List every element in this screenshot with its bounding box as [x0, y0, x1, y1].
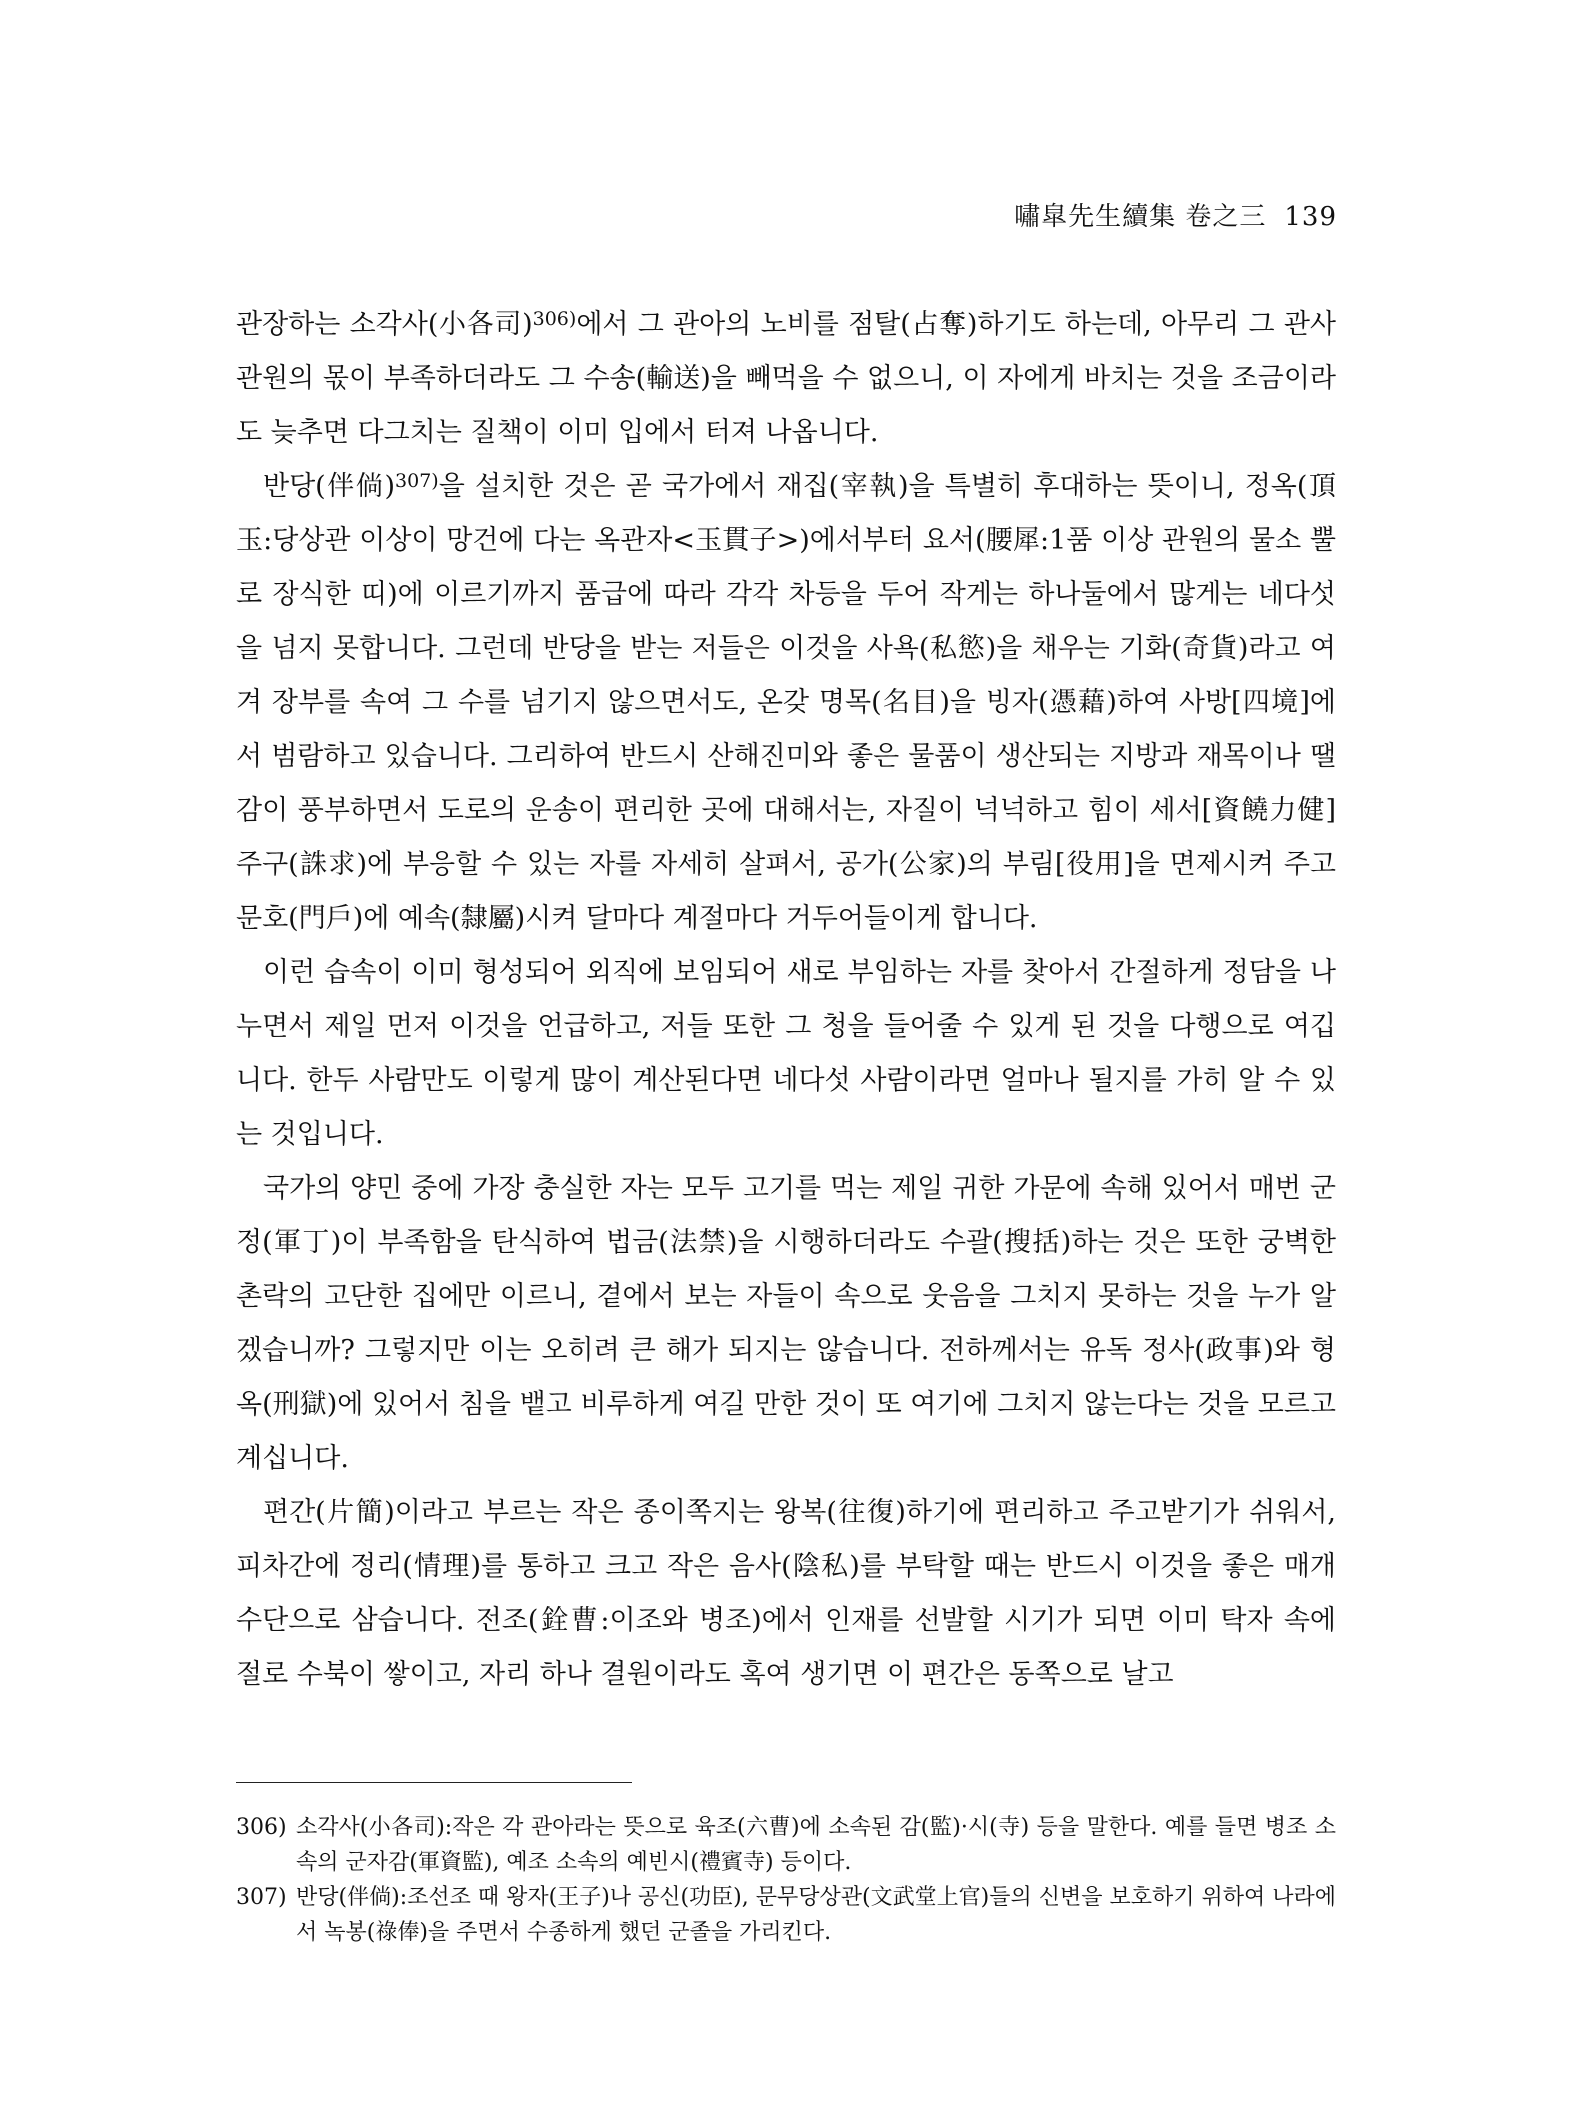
book-title: 嘯皐先生續集 卷之三: [1014, 202, 1267, 232]
paragraph-text: 을 설치한 것은 곧 국가에서 재집(宰執)을 특별히 후대하는 뜻이니, 정옥(頂玉:당상관 이상이 망건에 다는 옥관자<玉貫子>)에서부터 요서(腰犀:1품 이상 관원의 물소 뿔로 장식한 띠)에 이르기까지 품급에 따라 각각 차등을 두어 작게는 하나둘에서 많게는 네다섯을 넘지 못합니다. 그런데 반당을 받는 저들은 이것을 사욕(私慾)을 채우는 기화(奇貨)라고 여겨 장부를 속여 그 수를 넘기지 않으면서도, 온갖 명목(名目)을 빙자(憑藉)하여 사방[四境]에서 범람하고 있습니다. 그리하여 반드시 산해진미와 좋은 물품이 생산되는 지방과 재목이나 땔감이 풍부하면서 도로의 운송이 편리한 곳에 대해서는, 자질이 넉넉하고 힘이 세서[資饒力健] 주구(誅求)에 부응할 수 있는 자를 자세히 살펴서, 공가(公家)의 부림[役用]을 면제시켜 주고 문호(門戶)에 예속(隸屬)시켜 달마다 계절마다 거두어들이게 합니다.: [236, 471, 1336, 934]
paragraph: [236, 298, 1336, 460]
footnote-reference: 307): [395, 470, 439, 492]
footnote-reference: 306): [532, 308, 577, 330]
paragraph: [236, 946, 1336, 1162]
paragraph-text: 국가의 양민 중에 가장 충실한 자는 모두 고기를 먹는 제일 귀한 가문에 속해 있어서 매번 군정(軍丁)이 부족함을 탄식하여 법금(法禁)을 시행하더라도 수괄(搜括)하는 것은 또한 궁벽한 촌락의 고단한 집에만 이르니, 곁에서 보는 자들이 속으로 웃음을 그치지 못하는 것을 누가 알겠습니까? 그렇지만 이는 오히려 큰 해가 되지는 않습니다. 전하께서는 유독 정사(政事)와 형옥(刑獄)에 있어서 침을 뱉고 비루하게 여길 만한 것이 또 여기에 그치지 않는다는 것을 모르고 계십니다.: [236, 1173, 1336, 1474]
paragraph-text: 편간(片簡)이라고 부르는 작은 종이쪽지는 왕복(往復)하기에 편리하고 주고받기가 쉬워서, 피차간에 정리(情理)를 통하고 크고 작은 음사(陰私)를 부탁할 때는 반드시 이것을 좋은 매개수단으로 삼습니다. 전조(銓曹:이조와 병조)에서 인재를 선발할 시기가 되면 이미 탁자 속에 절로 수북이 쌓이고, 자리 하나 결원이라도 혹여 생기면 이 편간은 동쪽으로 날고: [236, 1497, 1336, 1690]
footnote-number: 307): [236, 1885, 287, 1910]
footnote: [236, 1810, 1336, 1880]
running-head: [1014, 196, 1337, 233]
footnote-text: 소각사(小各司):작은 각 관아라는 뜻으로 육조(六曹)에 소속된 감(監)·시(寺) 등을 말한다. 예를 들면 병조 소속의 군자감(軍資監), 예조 소속의 예빈시(禮賓寺) 등이다.: [296, 1815, 1336, 1875]
paragraph-text: 반당(伴倘): [263, 471, 396, 502]
paragraph: [236, 460, 1336, 946]
paragraph-text: 에서 그 관아의 노비를 점탈(占奪)하기도 하는데, 아무리 그 관사 관원의 몫이 부족하더라도 그 수송(輸送)을 빼먹을 수 없으니, 이 자에게 바치는 것을 조금이라도 늦추면 다그치는 질책이 이미 입에서 터져 나옵니다.: [236, 309, 1336, 448]
page-number: 139: [1284, 202, 1337, 232]
footnote-text: 반당(伴倘):조선조 때 왕자(王子)나 공신(功臣), 문무당상관(文武堂上官)들의 신변을 보호하기 위하여 나라에서 녹봉(祿俸)을 주면서 수종하게 했던 군졸을 가리킨다.: [296, 1885, 1336, 1945]
paragraph-text: 관장하는 소각사(小各司): [236, 309, 533, 340]
paragraph: [236, 1486, 1336, 1702]
footnote-divider: [236, 1782, 632, 1783]
paragraph-text: 이런 습속이 이미 형성되어 외직에 보임되어 새로 부임하는 자를 찾아서 간절하게 정담을 나누면서 제일 먼저 이것을 언급하고, 저들 또한 그 청을 들어줄 수 있게 된 것을 다행으로 여깁니다. 한두 사람만도 이렇게 많이 계산된다면 네다섯 사람이라면 얼마나 될지를 가히 알 수 있는 것입니다.: [236, 957, 1336, 1150]
footnote-number: 306): [236, 1815, 287, 1840]
body-text: [236, 298, 1336, 1702]
footnote: [236, 1880, 1336, 1950]
paragraph: [236, 1162, 1336, 1486]
footnotes: [236, 1810, 1336, 1950]
